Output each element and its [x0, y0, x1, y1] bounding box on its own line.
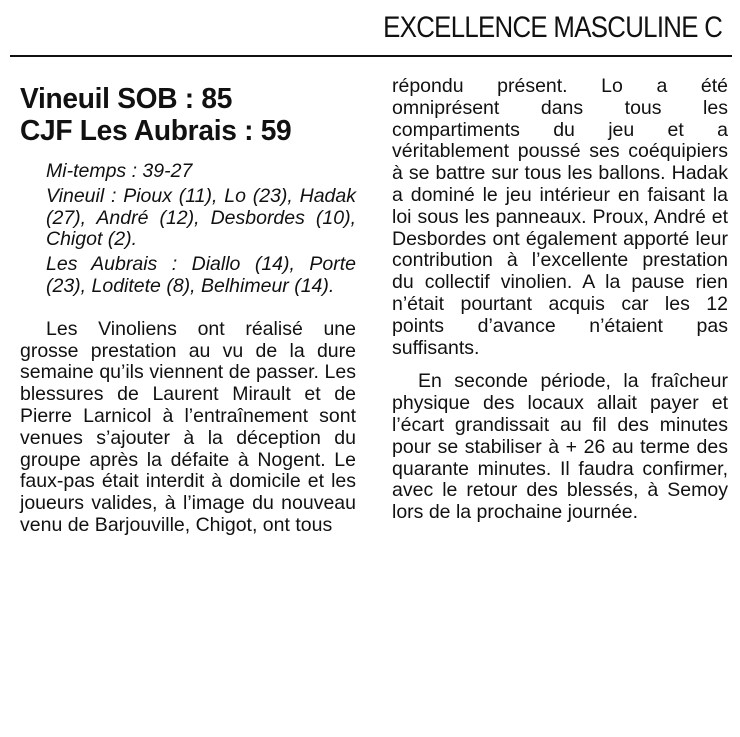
score-block	[20, 83, 356, 147]
home-score: Vineuil SOB : 85	[20, 83, 233, 115]
article-paragraph-1: Les Vinoliens ont réalisé une grosse prestation au vu de la dure semaine qu’ils viennent de passer. Les blessures de Laurent Mirault et de Pierre Larnicol à l’entraînement sont venues s’ajouter à la déception du groupe après la défaite à Nogent. Le faux-pas était interdit à domicile et les joueurs valides, à l’image du nouveau venu de Barjouville, Chigot, ont tous	[20, 317, 356, 536]
page-header	[10, 8, 732, 52]
aubrais-scorers: Les Aubrais : Diallo (14), Porte (23), Loditete (8), Belhimeur (14).	[46, 253, 356, 297]
article-paragraph-2: En seconde période, la fraîcheur physique des locaux allait payer et l’écart grandissait au fil des minutes pour se stabiliser à + 26 au terme des quarante minutes. Il faudra confirmer, avec le retour des blessés, à Semoy lors de la prochaine journée.	[392, 370, 728, 524]
header-rule	[10, 55, 732, 57]
right-column	[392, 76, 728, 524]
left-column	[20, 76, 356, 537]
away-score: CJF Les Aubrais : 59	[20, 115, 292, 147]
halftime-score: Mi-temps : 39-27	[46, 160, 193, 182]
section-title: EXCELLENCE MASCULINE C	[382, 11, 722, 44]
vineuil-scorers: Vineuil : Pioux (11), Lo (23), Hadak (27), André (12), Desbordes (10), Chigot (2).	[46, 184, 356, 251]
article-paragraph-1-continued: répondu présent. Lo a été omniprésent dans tous les compartiments du jeu et a véritablement poussé ses coéquipiers à se battre sur tous les ballons. Hadak a dominé le jeu intérieur en faisant la loi sous les panneaux. Proux, André et Desbordes ont également apporté leur contribution à l’excellente prestation du collectif vinolien. A la pause rien n’était pourtant acquis car les 12 points d’avance n’étaient pas suffisants.	[392, 75, 728, 359]
